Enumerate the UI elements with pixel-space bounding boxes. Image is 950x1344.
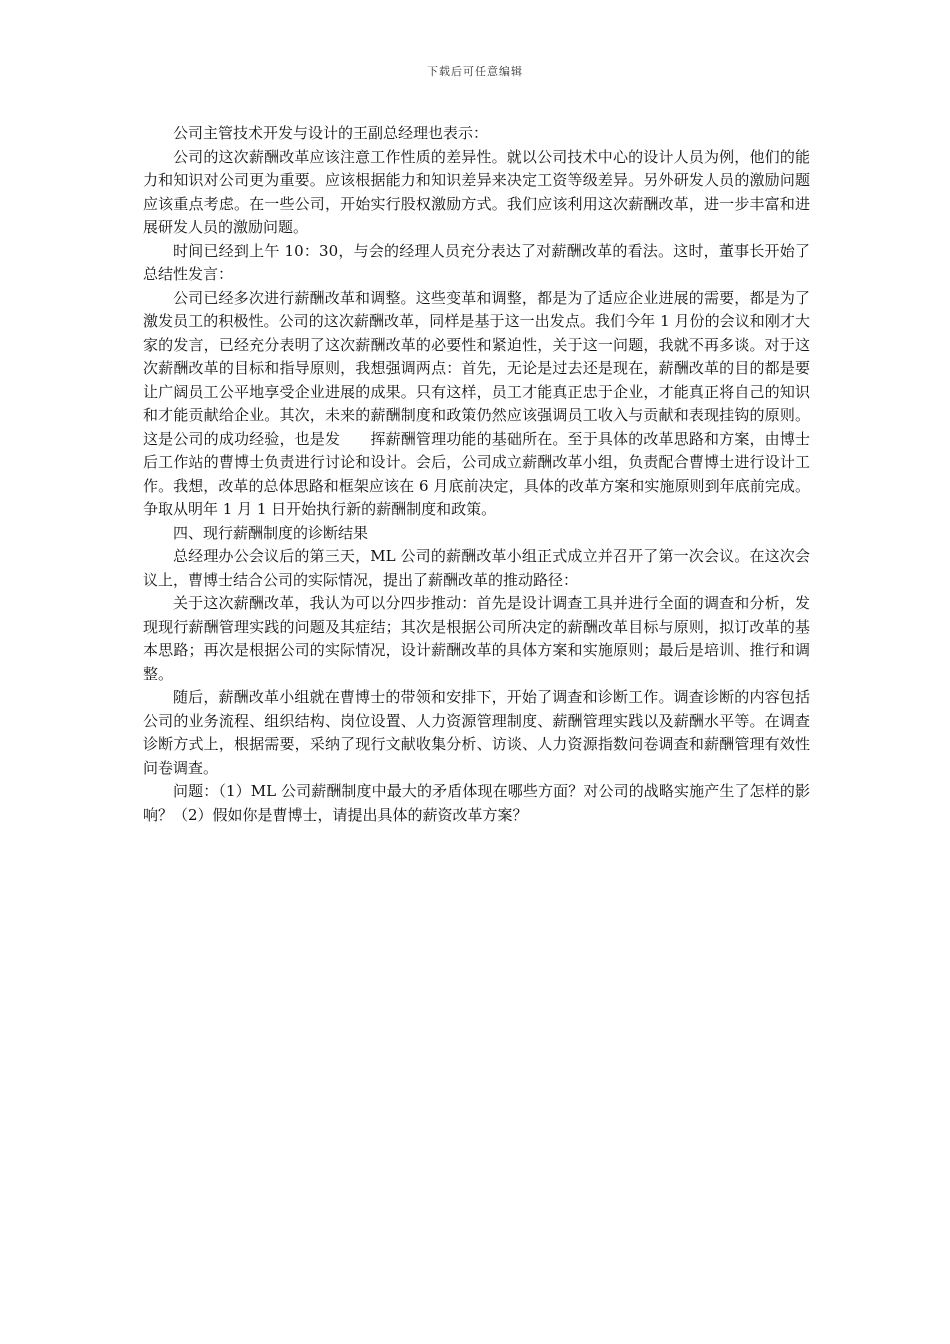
section-heading: 四、现行薪酬制度的诊断结果 <box>173 523 369 542</box>
document-body <box>143 122 810 827</box>
paragraph-chairman-intro: 时间已经到上午 10：30，与会的经理人员充分表达了对薪酬改革的看法。这时，董事长开始了总结性发言： <box>143 241 810 283</box>
paragraph-questions: 问题：（1）ML 公司薪酬制度中最大的矛盾体现在哪些方面？对公司的战略实施产生了怎样的影响？（2）假如你是曹博士，请提出具体的薪资改革方案？ <box>143 782 810 824</box>
paragraph-vp-statement: 公司的这次薪酬改革应该注意工作性质的差异性。就以公司技术中心的设计人员为例，他们的能力和知识对公司更为重要。应该根据能力和知识差异来决定工资等级差异。另外研发人员的激励问题应该重点考虑。在一些公司，开始实行股权激励方式。我们应该利用这次薪酬改革，进一步丰富和进展研发人员的激励问题。 <box>143 147 810 236</box>
paragraph-investigation: 随后，薪酬改革小组就在曹博士的带领和安排下，开始了调查和诊断工作。调查诊断的内容包括公司的业务流程、组织结构、岗位设置、人力资源管理制度、薪酬管理实践以及薪酬水平等。在调查诊断方式上，根据需要，采纳了现行文献收集分析、访谈、人力资源指数问卷调查和薪酬管理有效性问卷调查。 <box>143 688 810 777</box>
paragraph-chairman-speech: 公司已经多次进行薪酬改革和调整。这些变革和调整，都是为了适应企业进展的需要，都是为了激发员工的积极性。公司的这次薪酬改革，同样是基于这一出发点。我们今年 1 月份的会议和刚才大家的发言，已经充分表明了这次薪酬改革的必要性和紧迫性，关于这一问题，我就不再多谈。对于这次薪酬改革的目标和指导原则，我想强调两点：首先，无论是过去还是现在，薪酬改革的目的都是要让广阔员工公平地享受企业进展的成果。只有这样，员工才能真正忠于企业，才能真正将自己的知识和才能贡献给企业。其次，未来的薪酬制度和政策仍然应该强调员工收入与贡献和表现挂钩的原则。这是公司的成功经验，也是发 挥薪酬管理功能的基础所在。至于具体的改革思路和方案，由博士后工作站的曹博士负责进行讨论和设计。会后，公司成立薪酬改革小组，负责配合曹博士进行设计工作。我想，改革的总体思路和框架应该在 6 月底前决定，具体的改革方案和实施原则到年底前完成。争取从明年 1 月 1 日开始执行新的薪酬制度和政策。 <box>143 288 810 518</box>
paragraph-vp-statement-intro: 公司主管技术开发与设计的王副总经理也表示： <box>173 124 489 142</box>
paragraph-first-meeting: 总经理办公会议后的第三天，ML 公司的薪酬改革小组正式成立并召开了第一次会议。在这次会议上，曹博士结合公司的实际情况，提出了薪酬改革的推动路径： <box>143 547 810 589</box>
paragraph-four-steps: 关于这次薪酬改革，我认为可以分四步推动：首先是设计调查工具并进行全面的调查和分析，发现现行薪酬管理实践的问题及其症结；其次是根据公司所决定的薪酬改革目标与原则，拟订改革的基本思路；再次是根据公司的实际情况，设计薪酬改革的具体方案和实施原则；最后是培训、推行和调整。 <box>143 594 810 683</box>
page-header: 下载后可任意编辑 <box>427 65 523 78</box>
